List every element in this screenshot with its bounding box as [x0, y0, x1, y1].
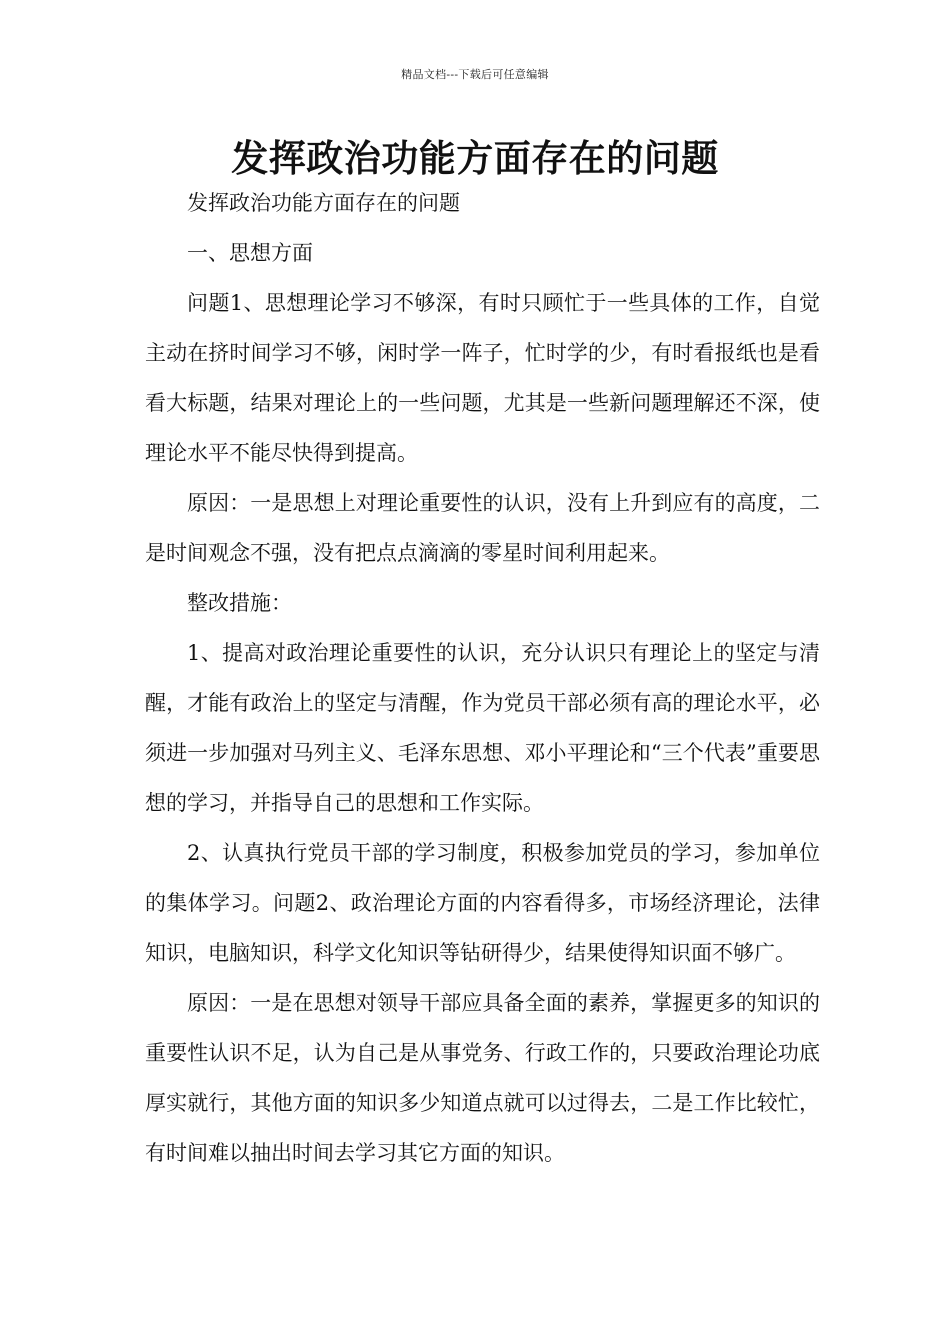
document-body: [145, 178, 820, 1178]
paragraph-reason-2: 原因：一是在思想对领导干部应具备全面的素养，掌握更多的知识的重要性认识不足，认为自己是从事党务、行政工作的，只要政治理论功底厚实就行，其他方面的知识多少知道点就可以过得去，二是工作比较忙，有时间难以抽出时间去学习其它方面的知识。: [145, 991, 820, 1165]
paragraph-section-heading: 一、思想方面: [187, 241, 313, 265]
paragraph-problem-1: 问题1、思想理论学习不够深，有时只顾忙于一些具体的工作，自觉主动在挤时间学习不够，闲时学一阵子，忙时学的少，有时看报纸也是看看大标题，结果对理论上的一些问题，尤其是一些新问题理解还不深，使理论水平不能尽快得到提高。: [145, 291, 820, 465]
paragraph-measure-2: 2、认真执行党员干部的学习制度，积极参加党员的学习，参加单位的集体学习。问题2、政治理论方面的内容看得多，市场经济理论，法律知识，电脑知识，科学文化知识等钻研得少，结果使得知识面不够广。: [145, 841, 820, 965]
document-title: 发挥政治功能方面存在的问题: [231, 137, 719, 180]
page-header: 精品文档---下载后可任意编辑: [401, 68, 549, 81]
paragraph-reason-1: 原因：一是思想上对理论重要性的认识，没有上升到应有的高度，二是时间观念不强，没有把点点滴滴的零星时间利用起来。: [145, 491, 820, 565]
paragraph-measure-1: 1、提高对政治理论重要性的认识，充分认识只有理论上的坚定与清醒，才能有政治上的坚定与清醒，作为党员干部必须有高的理论水平，必须进一步加强对马列主义、毛泽东思想、邓小平理论和“三个代表”重要思想的学习，并指导自己的思想和工作实际。: [145, 641, 820, 815]
paragraph-measures-heading: 整改措施：: [187, 591, 292, 615]
paragraph-subtitle: 发挥政治功能方面存在的问题: [187, 191, 460, 215]
